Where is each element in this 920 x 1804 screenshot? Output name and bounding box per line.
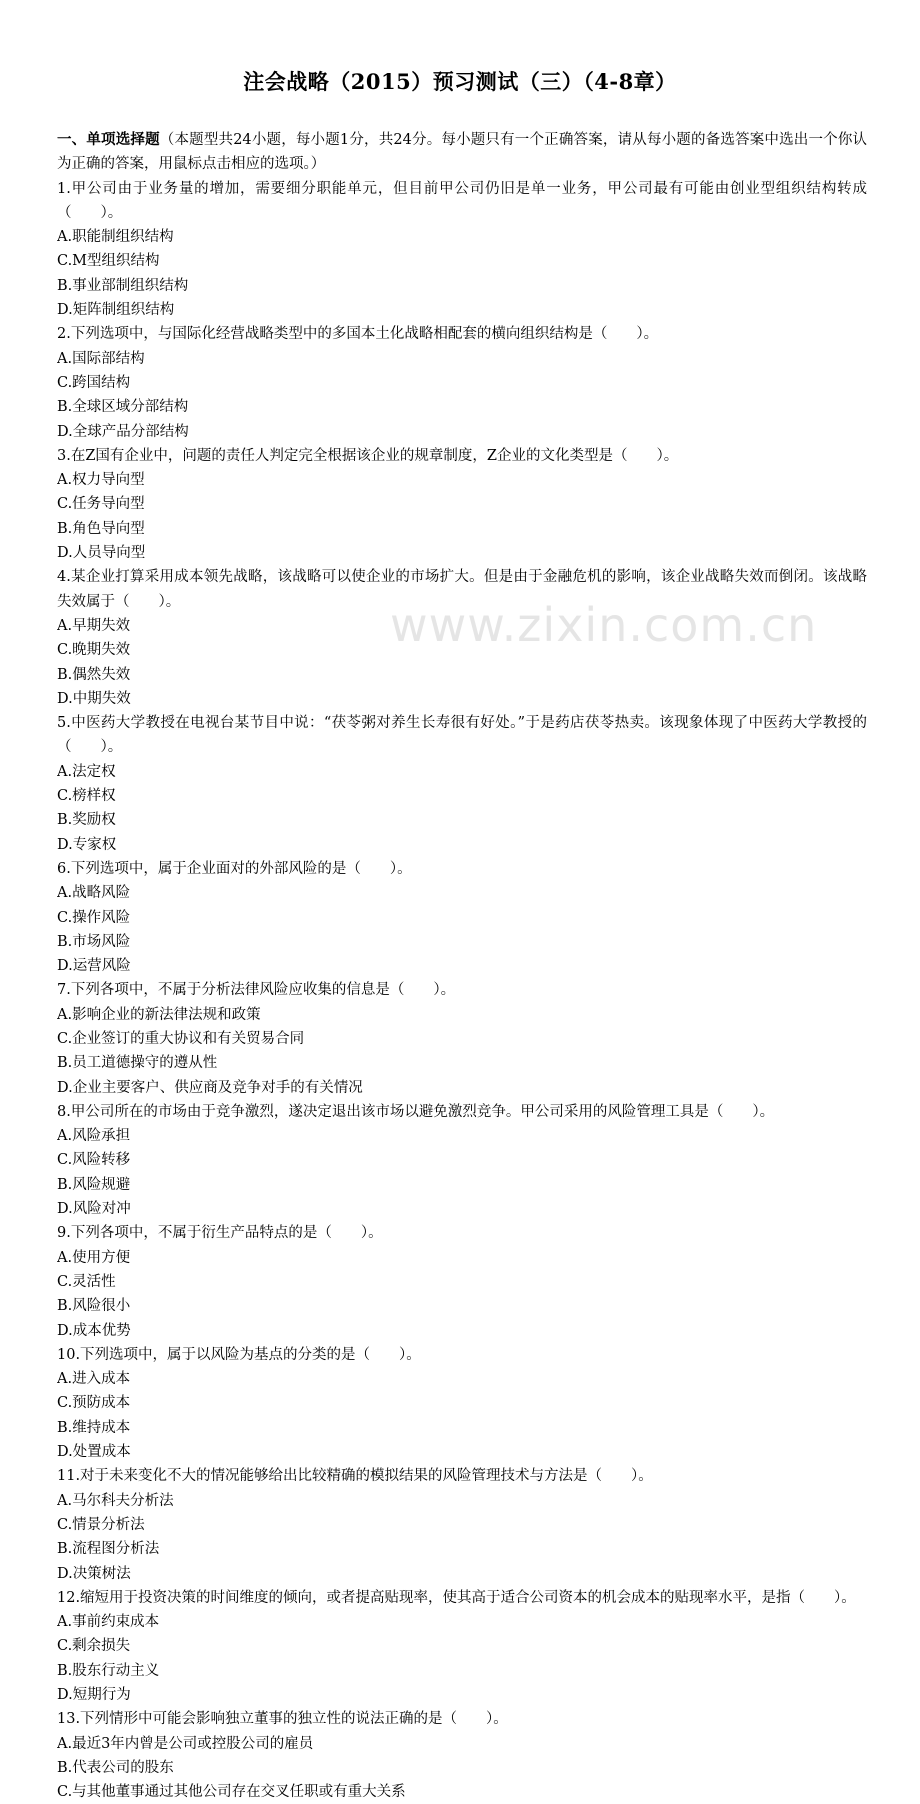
answer-option[interactable]: B.偶然失效 (57, 666, 131, 683)
question-stem: 2.下列选项中，与国际化经营战略类型中的多国本土化战略相配套的横向组织结构是（ ）。 (57, 326, 659, 343)
section-intro (57, 128, 867, 177)
answer-option[interactable]: C.企业签订的重大协议和有关贸易合同 (57, 1030, 305, 1047)
answer-option[interactable]: A.战略风险 (57, 885, 131, 902)
answer-option[interactable]: C.预防成本 (57, 1395, 131, 1412)
option-group (57, 881, 867, 978)
answer-option[interactable]: C.榜样权 (57, 788, 116, 805)
question-stem: 4.某企业打算采用成本领先战略，该战略可以使企业的市场扩大。但是由于金融危机的影响，该企业战略失效而倒闭。该战略失效属于（ ）。 (57, 569, 867, 610)
answer-option[interactable]: D.全球产品分部结构 (57, 423, 189, 440)
answer-option[interactable]: C.操作风险 (57, 909, 131, 926)
answer-option[interactable]: D.人员导向型 (57, 545, 146, 562)
answer-option[interactable]: B.事业部制组织结构 (57, 277, 189, 294)
answer-option[interactable]: D.中期失效 (57, 690, 131, 707)
option-group (57, 1246, 867, 1343)
answer-option[interactable]: A.职能制组织结构 (57, 229, 174, 246)
option-group (57, 1610, 867, 1707)
question-stem: 9.下列各项中，不属于衍生产品特点的是（ ）。 (57, 1225, 383, 1242)
answer-option[interactable]: D.决策树法 (57, 1565, 131, 1582)
answer-option[interactable]: B.全球区域分部结构 (57, 399, 189, 416)
answer-option[interactable]: C.风险转移 (57, 1152, 131, 1169)
answer-option[interactable]: C.剩余损失 (57, 1638, 131, 1655)
answer-option[interactable]: A.马尔科夫分析法 (57, 1492, 174, 1509)
question-stem: 3.在Z国有企业中，问题的责任人判定完全根据该企业的规章制度，Z企业的文化类型是（ ）。 (57, 447, 679, 464)
page-title: 注会战略（2015）预习测试（三）（4-8章） (243, 69, 677, 94)
answer-option[interactable]: A.风险承担 (57, 1128, 131, 1145)
answer-option[interactable]: B.奖励权 (57, 812, 116, 829)
option-group (57, 1732, 867, 1804)
question-stem: 8.甲公司所在的市场由于竞争激烈，遂决定退出该市场以避免激烈竞争。甲公司采用的风险管理工具是（ ）。 (57, 1103, 775, 1120)
answer-option[interactable]: A.使用方便 (57, 1249, 131, 1266)
answer-option[interactable]: A.权力导向型 (57, 472, 145, 489)
question-stem: 13.下列情形中可能会影响独立董事的独立性的说法正确的是（ ）。 (57, 1711, 508, 1728)
answer-option[interactable]: D.成本优势 (57, 1322, 131, 1339)
answer-option[interactable]: A.事前约束成本 (57, 1614, 160, 1631)
answer-option[interactable]: A.影响企业的新法律法规和政策 (57, 1006, 261, 1023)
answer-option[interactable]: D.专家权 (57, 836, 117, 853)
question-stem: 10.下列选项中，属于以风险为基点的分类的是（ ）。 (57, 1346, 421, 1363)
option-group (57, 1003, 867, 1100)
answer-option[interactable]: B.角色导向型 (57, 520, 145, 537)
answer-option[interactable]: B.代表公司的股东 (57, 1759, 174, 1776)
question-stem: 12.缩短用于投资决策的时间维度的倾向，或者提高贴现率，使其高于适合公司资本的机会成本的贴现率水平，是指（ ）。 (57, 1589, 856, 1606)
answer-option[interactable]: D.运营风险 (57, 958, 131, 975)
answer-option[interactable]: C.与其他董事通过其他公司存在交叉任职或有重大关系 (57, 1784, 406, 1801)
answer-option[interactable]: A.进入成本 (57, 1371, 131, 1388)
answer-option[interactable]: B.市场风险 (57, 933, 131, 950)
option-group (57, 468, 867, 565)
question-stem: 1.甲公司由于业务量的增加，需要细分职能单元，但目前甲公司仍旧是单一业务，甲公司最有可能由创业型组织结构转成（ ）。 (57, 180, 867, 221)
answer-option[interactable]: D.风险对冲 (57, 1201, 131, 1218)
question-list (57, 128, 867, 1804)
answer-option[interactable]: B.股东行动主义 (57, 1662, 160, 1679)
question-stem: 7.下列各项中，不属于分析法律风险应收集的信息是（ ）。 (57, 982, 456, 999)
question-stem: 5.中医药大学教授在电视台某节目中说：“茯苓粥对养生长寿很有好处。”于是药店茯苓热卖。该现象体现了中医药大学教授的（ ）。 (57, 715, 867, 756)
answer-option[interactable]: A.最近3年内曾是公司或控股公司的雇员 (57, 1735, 314, 1752)
answer-option[interactable]: D.企业主要客户、供应商及竞争对手的有关情况 (57, 1079, 363, 1096)
question-stem: 11.对于未来变化不大的情况能够给出比较精确的模拟结果的风险管理技术与方法是（ ）。 (57, 1468, 653, 1485)
answer-option[interactable]: B.流程图分析法 (57, 1541, 160, 1558)
answer-option[interactable]: A.国际部结构 (57, 350, 145, 367)
option-group (57, 1367, 867, 1464)
answer-option[interactable]: D.矩阵制组织结构 (57, 302, 175, 319)
answer-option[interactable]: C.情景分析法 (57, 1516, 145, 1533)
answer-option[interactable]: C.M型组织结构 (57, 253, 160, 270)
section-heading: 一、单项选择题 (57, 131, 160, 148)
answer-option[interactable]: A.早期失效 (57, 617, 131, 634)
section-instructions: （本题型共24小题，每小题1分，共24分。每小题只有一个正确答案，请从每小题的备选答案中选出一个你认为正确的答案，用鼠标点击相应的选项。） (57, 132, 867, 173)
answer-option[interactable]: B.风险很小 (57, 1298, 131, 1315)
answer-option[interactable]: D.短期行为 (57, 1687, 131, 1703)
option-group (57, 1489, 867, 1586)
answer-option[interactable]: C.跨国结构 (57, 374, 131, 391)
answer-option[interactable]: B.维持成本 (57, 1419, 131, 1436)
answer-option[interactable]: B.员工道德操守的遵从性 (57, 1055, 218, 1072)
answer-option[interactable]: B.风险规避 (57, 1176, 131, 1193)
answer-option[interactable]: C.灵活性 (57, 1273, 116, 1290)
answer-option[interactable]: A.法定权 (57, 763, 116, 780)
answer-option[interactable]: C.晚期失效 (57, 642, 131, 659)
option-group (57, 347, 867, 444)
option-group (57, 225, 867, 322)
option-group (57, 760, 867, 857)
question-stem: 6.下列选项中，属于企业面对的外部风险的是（ ）。 (57, 860, 412, 877)
answer-option[interactable]: D.处置成本 (57, 1444, 131, 1461)
option-group (57, 1124, 867, 1221)
watermark: www.zixin.com.cn (390, 598, 818, 652)
answer-option[interactable]: C.任务导向型 (57, 496, 145, 513)
